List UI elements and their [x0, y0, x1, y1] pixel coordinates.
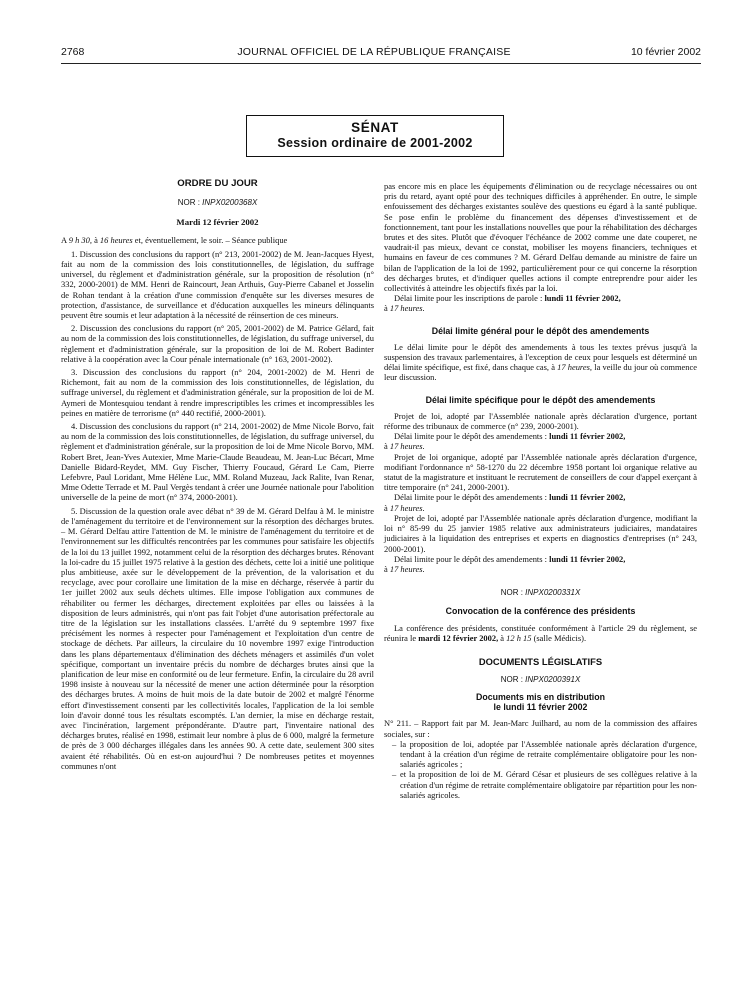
- section-documents-distribution-title: Documents mis en distribution le lundi 11 février 2002: [475, 692, 606, 713]
- bill-commerce-courts: Projet de loi, adopté par l'Assemblée nationale après déclaration d'urgence, portant réforme des tribunaux de commerce (n° 239, 2000-2001).: [384, 410, 697, 432]
- bill-magistrature: Projet de loi organique, adopté par l'Assemblée nationale après déclaration d'urgence, modifiant l'ordonnance n° 58-1270 du 22 décembre 1958 portant loi organique relative au statut de la magistrature et instituant le recrutement de conseillers de cour d'appel exerçant à titre temporaire (n° 241, 2000-2001).: [384, 451, 697, 493]
- document-211: N° 211. – Rapport fait par M. Jean-Marc Juilhard, au nom de la commission des affaires sociales, sur :: [384, 718, 697, 739]
- agenda-item-4: 4. Discussion des conclusions du rapport (n° 214, 2001-2002) de Mme Nicole Borvo, fait au nom de la commission des lois constitutionnelles, de législation, du suffrage universel, du règlement et d'administration générale, sur la proposition de loi de Mme Nicole Borvo, MM. Robert Bret, Jean-Yves Autexier, Mme Marie-Claude Beaudeau, M. Jean-Luc Bécart, Mme Danielle Bidard-Reydet, MM. Guy Fischer, Thierry Foucaud, Gérard Le Cam, Pierre Lefebvre, Paul Loridant, Mme Hélène Luc, MM. Roland Muzeau, Jack Ralite, Ivan Renar, Mme Odette Terrade et M. Paul Vergès tendant à créer une Journée nationale pour l'abolition universelle de la peine de mort (n° 374, 2000-2001).: [61, 421, 374, 503]
- agenda-item-2: 2. Discussion des conclusions du rapport (n° 205, 2001-2002) de M. Patrice Gélard, fait au nom de la commission des lois constitutionnelles, de législation, du suffrage universel, du règlement et d'administration générale, sur la proposition de loi de M. Robert Badinter relative à la coopération avec la Cour pénale internationale (n° 163, 2001-2002).: [61, 323, 374, 364]
- agenda-item-3: 3. Discussion des conclusions du rapport (n° 204, 2001-2002) de M. Henri de Richemont, fait au nom de la commission des lois constitutionnelles, de législation, du suffrage universel, du règlement et d'administration générale, sur la proposition de loi de M. Aymeri de Montesquiou tendant à rendre imprescriptibles les crimes et incompressibles les peines en matière de terrorisme (n° 440 rectifié, 2000-2001).: [61, 367, 374, 418]
- title-senat: SÉNAT: [351, 120, 399, 135]
- deadline-2: Délai limite pour le dépôt des amendements : lundi 11 février 2002, à 17 heures.: [384, 492, 626, 513]
- intro-line: A 9 h 30, à 16 heures et, éventuellement, le soir. – Séance publique: [61, 234, 288, 245]
- section-general-deadline-title: Délai limite général pour le dépôt des amendements: [431, 325, 650, 336]
- day-heading: Mardi 12 février 2002: [176, 217, 259, 228]
- document-211-list: [384, 739, 697, 800]
- page-number: 2768: [61, 46, 85, 58]
- header-rule: [61, 63, 701, 64]
- deadline-1: Délai limite pour le dépôt des amendements : lundi 11 février 2002, à 17 heures.: [384, 431, 626, 452]
- ordre-du-jour-heading: ORDRE DU JOUR: [177, 178, 258, 189]
- agenda-item-1: 1. Discussion des conclusions du rapport (n° 213, 2001-2002) de M. Jean-Jacques Hyest, fait au nom de la commission des lois constitutionnelles, de législation, du suffrage universel, du règlement et d'administration générale, sur la proposition de résolution (n° 332, 2000-2001) de MM. Henri de Raincourt, Jean Arthuis, Guy-Pierre Cabanel et Josselin de Rohan tendant à la création d'une commission d'enquête sur les diverses mesures de protection, d'assistance, de surveillance et d'éducation auxquelles les mineurs délinquants peuvent être soumis et leur adaptation à la nécessité de réinsertion de ces mineurs.: [61, 248, 374, 321]
- section-conference-title: Convocation de la conférence des présidents: [445, 606, 636, 617]
- right-column: [384, 181, 697, 800]
- journal-title: JOURNAL OFFICIEL DE LA RÉPUBLIQUE FRANÇAISE: [237, 46, 511, 58]
- issue-date: 10 février 2002: [630, 46, 701, 58]
- section-specific-deadline-title: Délai limite spécifique pour le dépôt des amendements: [425, 394, 656, 405]
- delai-parole: Délai limite pour les inscriptions de parole : lundi 11 février 2002, à 17 heures.: [384, 293, 621, 314]
- conference-text: La conférence des présidents, constituée conformément à l'article 29 du règlement, se réunira le mardi 12 février 2002, à 12 h 15 (salle Médicis).: [384, 622, 697, 643]
- agenda-item-5-continued: pas encore mis en place les équipements d'élimination ou de recyclage nécessaires ou ont pris du retard, ayant opté pour des techniques difficiles à appréhender. En outre, le simple enfouissement des décharges existantes soulève des questions eu égard à la santé publique. Se pose enfin le problème du financement des dépenses d'investissement et de fonctionnement, tant pour les installations nouvelles que pour la réhabilitation des décharges brutes et des sites. Plutôt que d'évoquer l'échéance de 2002 comme une date couperet, ne vaudrait-il pas mieux, devant ce constat, mobiliser les moyens financiers, techniques et humains en faveur de ces communes ? M. Gérard Delfau demande au ministre de faire un bilan de l'application de la loi de 1992, particulièrement pour ce qui concerne la résorption des décharges brutes, et d'indiquer quelles actions il compte entreprendre pour aider les collectivités à atteindre les objectifs fixés par la loi.: [384, 181, 697, 294]
- general-deadline-text: Le délai limite pour le dépôt des amendements à tous les textes prévus jusqu'à la suspension des travaux parlementaires, à l'exception de ceux pour lesquels est déterminé un délai limite spécifique, est fixé, dans chaque cas, à 17 heures, la veille du jour où commence leur discussion.: [384, 341, 698, 383]
- nor-line-2: NOR : INPX0200331X: [500, 588, 581, 598]
- nor-code: INPX0200368X: [202, 198, 258, 208]
- title-session: Session ordinaire de 2001-2002: [277, 136, 473, 150]
- left-column: [61, 179, 374, 771]
- page-header: [0, 46, 748, 62]
- nor-line-3: NOR : INPX0200391X: [500, 675, 581, 685]
- bill-administrateurs-judiciaires: Projet de loi, adopté par l'Assemblée nationale après déclaration d'urgence, modifiant la loi n° 85-99 du 25 janvier 1985 relative aux administrateurs judiciaires, mandataires judiciaires à la liquidation des entreprises et experts en diagnostics d'entreprises (n° 243, 2000-2001).: [384, 512, 697, 554]
- agenda-item-5: 5. Discussion de la question orale avec débat n° 39 de M. Gérard Delfau à M. le ministre de l'aménagement du territoire et de l'environnement sur la résorption des décharges brutes. – M. Gérard Delfau attire l'attention de M. le ministre de l'aménagement du territoire et de l'environnement sur les difficultés rencontrées par les communes pour satisfaire les objectifs de la loi du 13 juillet 1992, notamment celui de la résorption des décharges brutes. Rénovant la loi-cadre du 15 juillet 1975 relative à la gestion des déchets, cette loi a initié une politique plus ambitieuse, axée sur le développement de la prévention, de la valorisation et du recyclage, avec pour corollaire une limitation de la mise en décharge, réservée à partir du 1er juillet 2002 aux seuls déchets ultimes. Elle impose l'obligation aux communes de réhabiliter ou fermer les décharges, directement exploitées par elles ou laissées à la disposition de leurs administrés, qui n'ont pas fait l'objet d'une autorisation préfectorale au titre de la législation sur les installations classées. L'arrêté du 9 septembre 1997 fixe précisément les normes à respecter pour l'aménagement et l'exploitation d'un centre de stockage de déchets. Par ailleurs, la circulaire du 10 novembre 1997 exige l'introduction dans les plans départementaux d'élimination des déchets ménagers et assimilés d'un volet spécifique, comportant un inventaire précis du nombre de décharges brutes ainsi que la planification de leur mise en conformité ou de leur fermeture. Enfin, la circulaire du 28 avril 1998 insiste à nouveau sur la nécessité de mener une action déterminée pour la résorption des décharges brutes. A moins de huit mois de la date butoir de 2002 et malgré l'énorme effort d'investissement consenti par les collectivités locales, l'application de la loi semble loin d'avoir donné tous les résultats escomptés. L'an dernier, la mise en décharge restait, avec l'incinération, largement prépondérante. D'autre part, l'inventaire national des décharges brutes, réalisé en 1998, estimait leur nombre à plus de 6 000, malgré la fermeture de près de 3 000 décharges illégales dans les années 90. A cette date, seulement 300 sites avaient été réhabilités. Où en est-on aujourd'hui ? De nombreuses petites et moyennes communes n'ont: [61, 505, 374, 771]
- nor-code-3: INPX0200391X: [525, 675, 581, 685]
- list-item: – et la proposition de loi de M. Gérard César et plusieurs de ses collègues relative à la création d'un régime de retraite complémentaire obligatoire par répartition pour les non-salariés agricoles.: [400, 769, 697, 800]
- deadline-3: Délai limite pour le dépôt des amendements : lundi 11 février 2002, à 17 heures.: [384, 553, 626, 574]
- section-documents-legislatifs-title: DOCUMENTS LÉGISLATIFS: [478, 655, 603, 667]
- title-box: [246, 115, 504, 157]
- list-item: – la proposition de loi, adoptée par l'Assemblée nationale après déclaration d'urgence, tendant à la création d'un régime de retraite complémentaire obligatoire pour les non-salariés agricoles ;: [400, 739, 697, 770]
- nor-line: NOR : INPX0200368X: [177, 198, 258, 208]
- nor-code-2: INPX0200331X: [525, 588, 581, 598]
